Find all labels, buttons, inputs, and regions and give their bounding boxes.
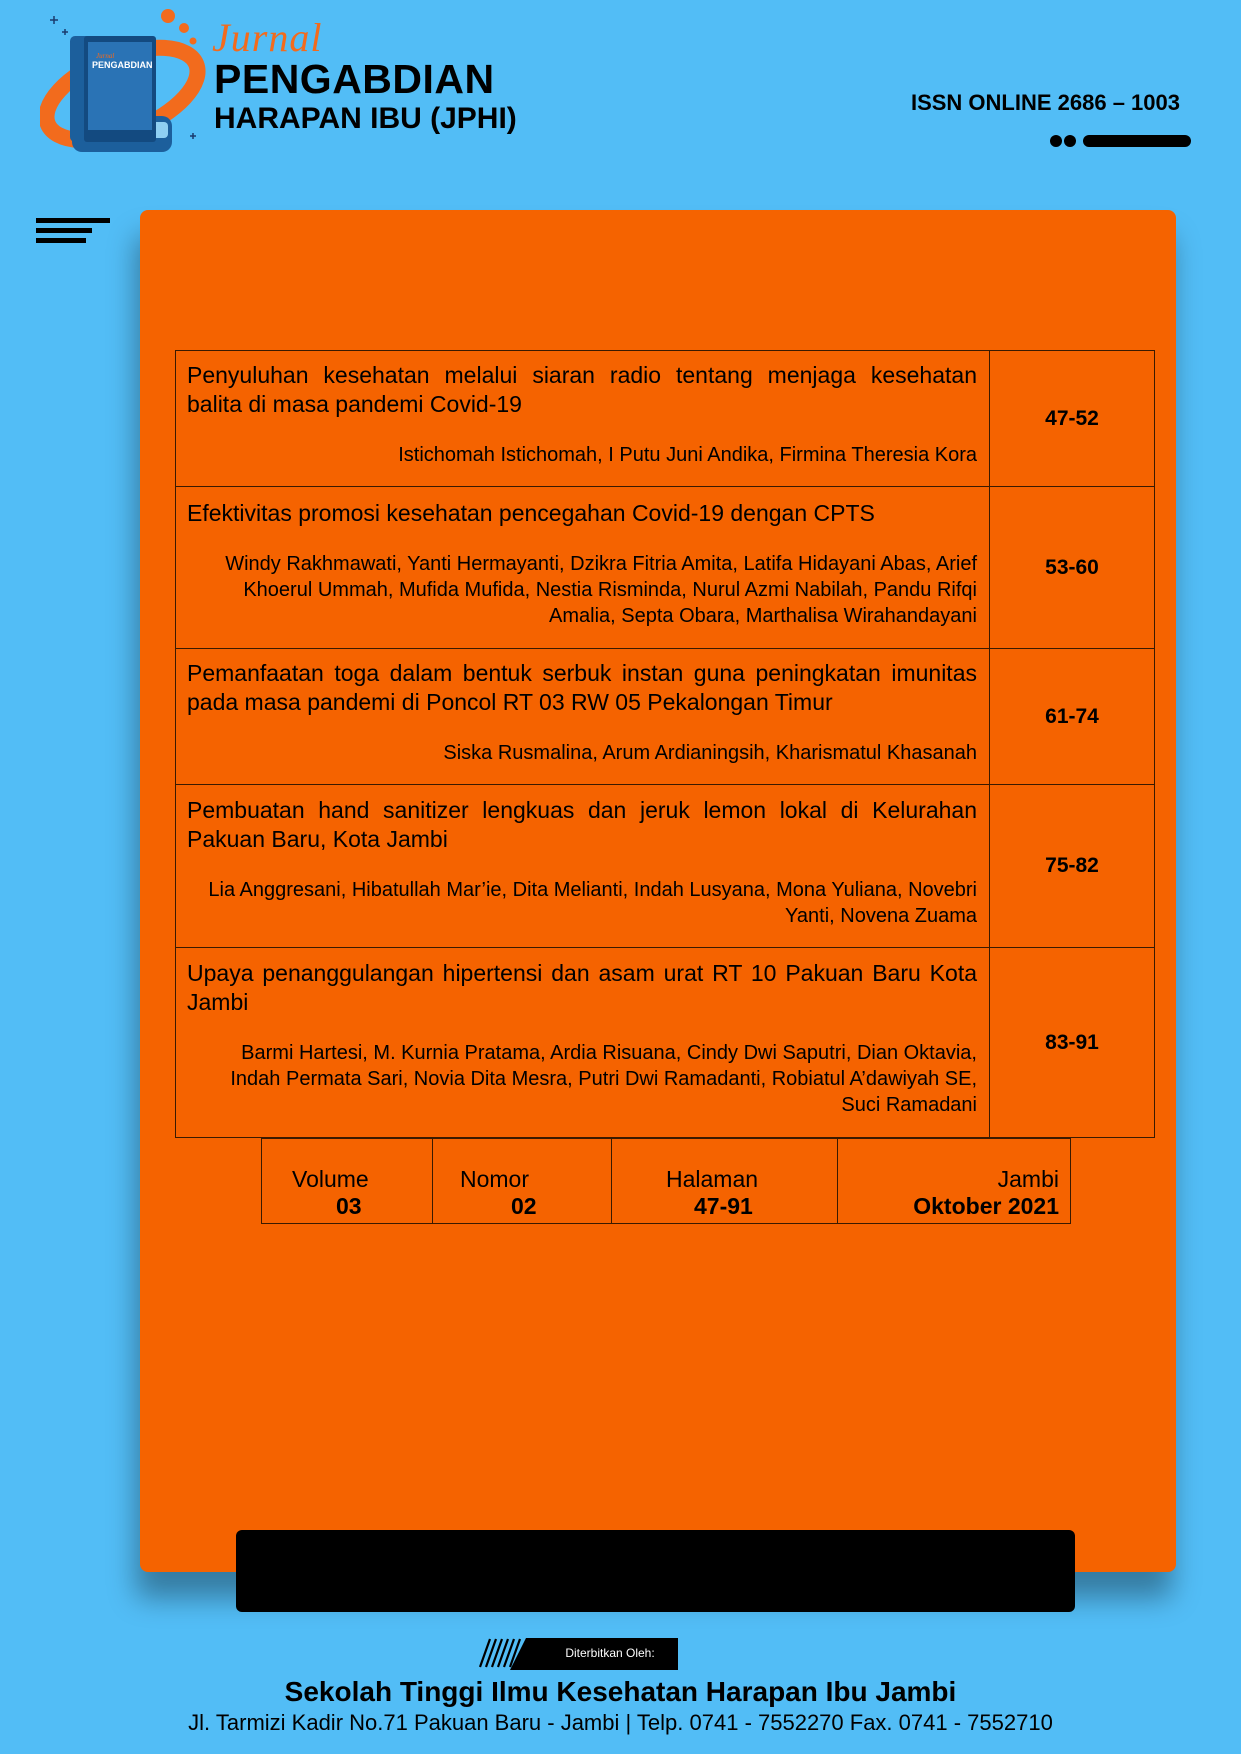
article-pages: 61-74 <box>990 649 1155 785</box>
issn-label: ISSN ONLINE 2686 – 1003 <box>910 90 1180 115</box>
article-pages: 47-52 <box>990 351 1155 487</box>
logo-book-title: PENGABDIAN <box>92 60 153 70</box>
date-cell <box>838 1139 1071 1224</box>
article-cell <box>176 487 990 649</box>
table-row <box>176 785 1155 948</box>
published-by-label: Diterbitkan Oleh: <box>565 1646 655 1660</box>
article-title[interactable]: Efektivitas promosi kesehatan pencegahan Covid-19 dengan CPTS <box>187 499 875 526</box>
article-cell <box>176 948 990 1138</box>
article-pages: 53-60 <box>990 487 1155 649</box>
table-row <box>176 487 1155 649</box>
number-value: 02 <box>511 1193 537 1219</box>
logo-jurnal-text: Jurnal <box>212 15 323 60</box>
article-title[interactable]: Pemanfaatan toga dalam bentuk serbuk instan guna peningkatan imunitas pada masa pandemi di Poncol RT 03 RW 05 Pekalongan Timur <box>187 660 977 715</box>
table-row <box>262 1139 1071 1224</box>
journal-subtitle: HARAPAN IBU (JPHI) <box>214 102 517 135</box>
number-label: Nomor <box>460 1166 530 1192</box>
journal-logo <box>40 8 210 160</box>
article-title[interactable]: Pembuatan hand sanitizer lengkuas dan jeruk lemon lokal di Kelurahan Pakuan Baru, Kota Jambi <box>187 796 977 852</box>
publisher-address: Jl. Tarmizi Kadir No.71 Pakuan Baru - Jambi | Telp. 0741 - 7552270 Fax. 0741 - 7552710 <box>188 1710 1053 1735</box>
table-row <box>176 649 1155 785</box>
decorative-dots <box>1049 134 1191 148</box>
article-cell <box>176 351 990 487</box>
journal-title: PENGABDIAN <box>214 56 495 102</box>
article-authors: Istichomah Istichomah, I Putu Juni Andika, Firmina Theresia Kora <box>398 444 977 466</box>
article-pages: 75-82 <box>990 785 1155 948</box>
article-cell <box>176 785 990 948</box>
city-label: Jambi <box>997 1166 1059 1192</box>
article-authors: Lia Anggresani, Hibatullah Mar’ie, Dita Melianti, Indah Lusyana, Mona Yuliana, Novebri Yanti, Novena Zuama <box>208 878 977 927</box>
pages-cell <box>612 1139 838 1224</box>
publisher-name: Sekolah Tinggi Ilmu Kesehatan Harapan Ibu Jambi <box>284 1676 957 1707</box>
table-row <box>176 948 1155 1138</box>
logo-book-jurnal: Jurnal <box>96 52 115 60</box>
article-title[interactable]: Penyuluhan kesehatan melalui siaran radio tentang menjaga kesehatan balita di masa pandemi Covid-19 <box>187 362 977 417</box>
volume-label: Volume <box>292 1166 369 1192</box>
article-cell <box>176 649 990 785</box>
issue-date: Oktober 2021 <box>913 1193 1059 1219</box>
number-cell <box>433 1139 612 1224</box>
cover-card <box>140 210 1176 1572</box>
pages-value: 47-91 <box>694 1193 753 1219</box>
article-authors: Windy Rakhmawati, Yanti Hermayanti, Dzikra Fitria Amita, Latifa Hidayani Abas, Arief Khoerul Ummah, Mufida Mufida, Nestia Risminda, Nurul Azmi Nabilah, Pandu Rifqi Amalia, Septa Obara, Marthalisa Wirahandayani <box>225 552 977 627</box>
article-authors: Barmi Hartesi, M. Kurnia Pratama, Ardia Risuana, Cindy Dwi Saputri, Dian Oktavia, Indah Permata Sari, Novia Dita Mesra, Putri Dwi Ramadanti, Robiatul A’dawiyah SE, Suci Ramadani <box>230 1042 977 1116</box>
article-pages: 83-91 <box>990 948 1155 1138</box>
pages-label: Halaman <box>666 1166 759 1192</box>
volume-value: 03 <box>336 1193 362 1219</box>
issue-info-table <box>261 1138 1071 1224</box>
decorative-lines <box>36 218 112 244</box>
table-of-contents <box>175 350 1155 1138</box>
volume-cell <box>262 1139 433 1224</box>
table-row <box>176 351 1155 487</box>
article-title[interactable]: Upaya penanggulangan hipertensi dan asam urat RT 10 Pakuan Baru Kota Jambi <box>187 960 977 1015</box>
black-banner <box>236 1530 1075 1612</box>
article-authors: Siska Rusmalina, Arum Ardianingsih, Kharismatul Khasanah <box>443 742 977 764</box>
